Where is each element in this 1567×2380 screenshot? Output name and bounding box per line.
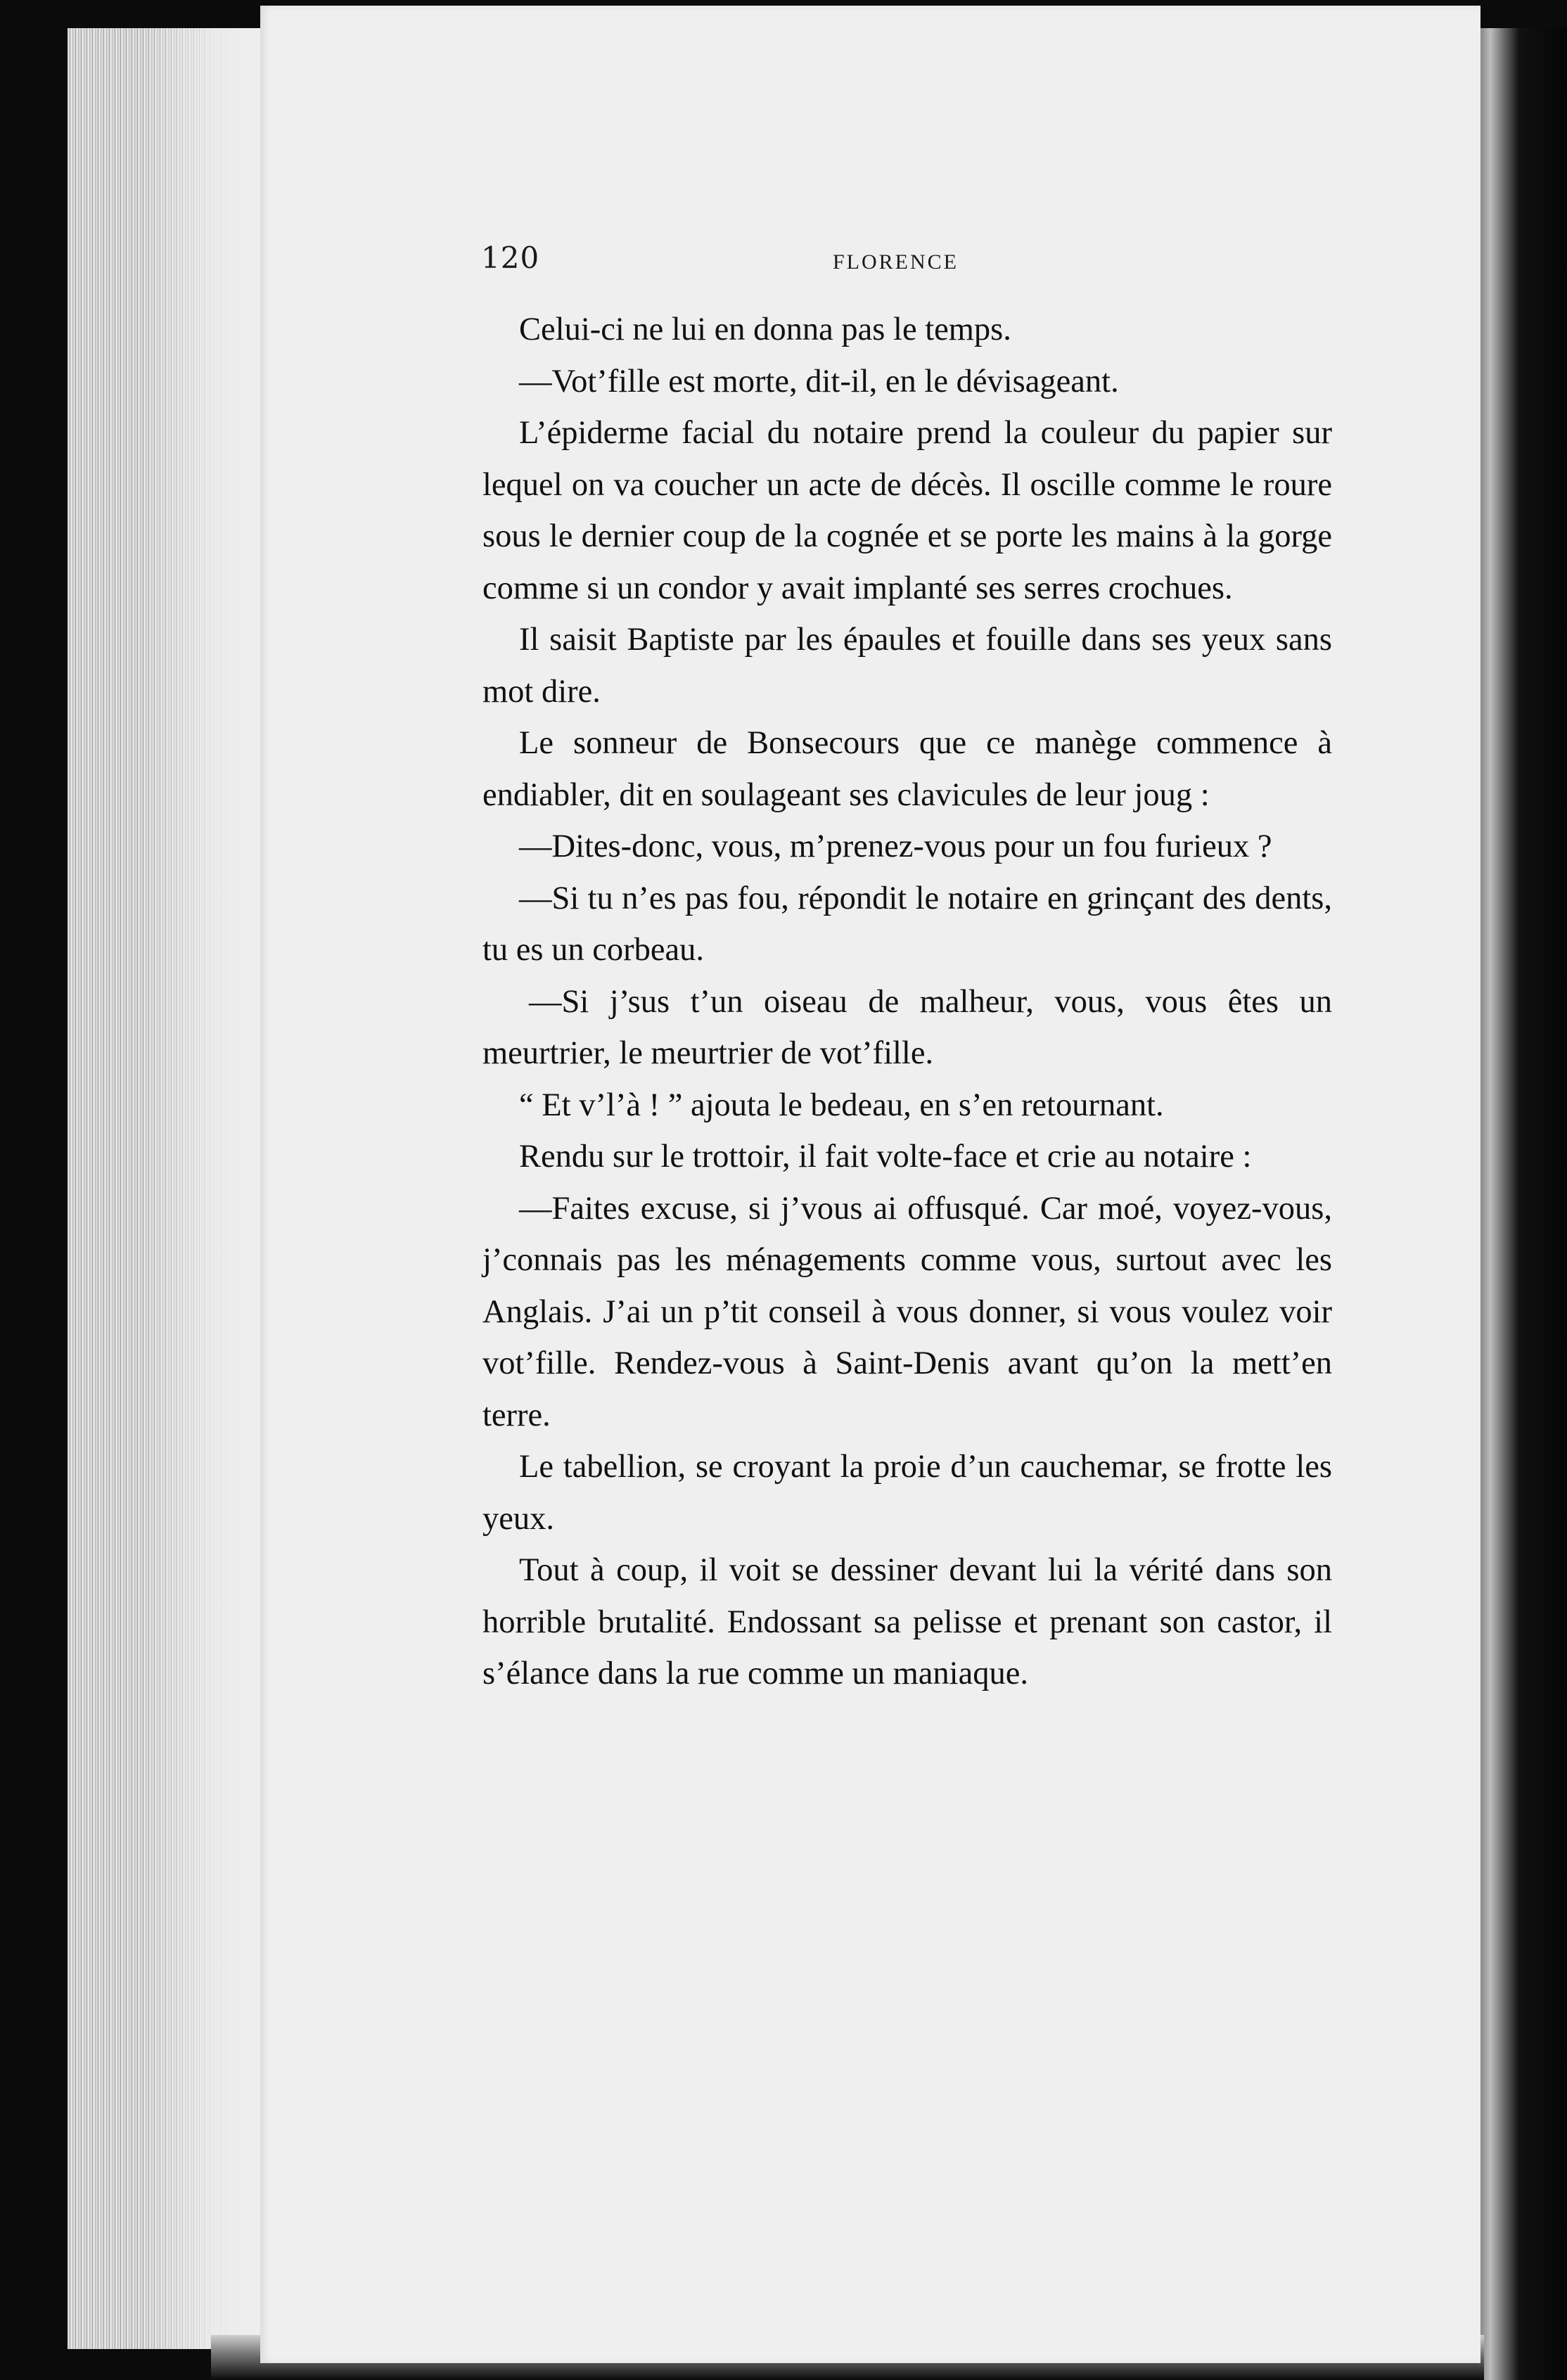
paragraph: —Si j’sus t’un oiseau de malheur, vous, vous êtes un meurtrier, le meurtrier de vot’fille. bbox=[482, 983, 1332, 1071]
paragraph: —Dites-donc, vous, m’prenez-vous pour un fou furieux ? bbox=[519, 828, 1272, 864]
paragraph: —Si tu n’es pas fou, répondit le notaire en grinçant des dents, tu es un corbeau. bbox=[482, 880, 1332, 968]
running-title: FLORENCE bbox=[833, 250, 959, 274]
paragraph: —Vot’fille est morte, dit-il, en le dévisageant. bbox=[519, 363, 1119, 399]
paragraph: Rendu sur le trottoir, il fait volte-face et crie au notaire : bbox=[519, 1139, 1252, 1175]
book-page-edge-right bbox=[1471, 28, 1567, 2380]
page-edge-fade bbox=[141, 28, 267, 2349]
running-header bbox=[481, 241, 1325, 283]
body-text bbox=[482, 304, 1332, 1700]
paragraph: —Faites excuse, si j’vous ai offusqué. Car moé, voyez-vous, j’connais pas les ménagements comme vous, surtout avec les Anglais. J’ai un p’tit conseil à vous donner, si vous voulez voir vot’fille. Rendez-vous à Saint-Denis avant qu’on la mett’en terre. bbox=[482, 1190, 1332, 1433]
page-number: 120 bbox=[481, 241, 540, 275]
paragraph: Tout à coup, il voit se dessiner devant lui la vérité dans son horrible brutalité. Endossant sa pelisse et prenant son castor, il s’élance dans la rue comme un maniaque. bbox=[482, 1552, 1332, 1691]
paragraph: Celui-ci ne lui en donna pas le temps. bbox=[519, 312, 1011, 347]
paragraph: L’épiderme facial du notaire prend la couleur du papier sur lequel on va coucher un acte de décès. Il oscille comme le roure sous le dernier coup de la cognée et se porte les mains à la gorge comme si un condor y avait implanté ses serres crochues. bbox=[482, 415, 1332, 606]
paragraph: Il saisit Baptiste par les épaules et fouille dans ses yeux sans mot dire. bbox=[482, 622, 1332, 710]
paragraph: Le sonneur de Bonsecours que ce manège commence à endiabler, dit en soulageant ses clavicules de leur joug : bbox=[482, 725, 1332, 813]
paragraph: “ Et v’l’à ! ” ajouta le bedeau, en s’en retournant. bbox=[519, 1087, 1164, 1123]
paragraph: Le tabellion, se croyant la proie d’un cauchemar, se frotte les yeux. bbox=[482, 1449, 1332, 1537]
